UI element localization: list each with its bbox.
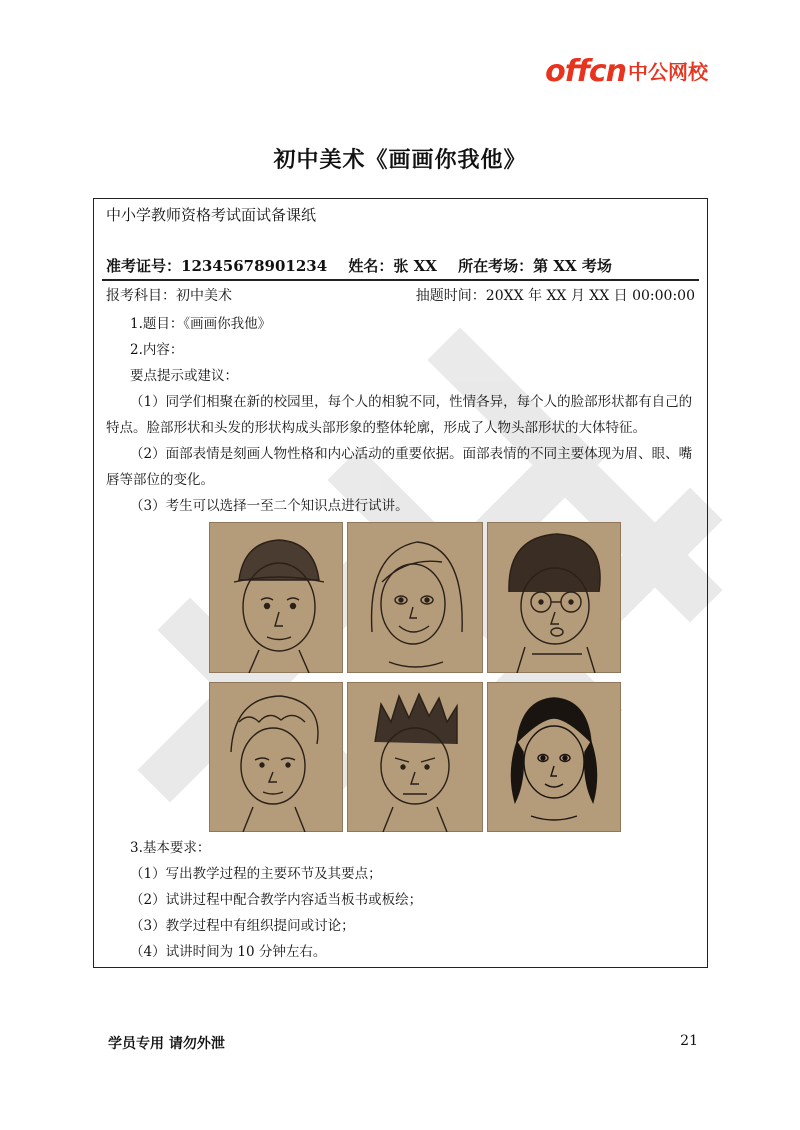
tips-label: 要点提示或建议：	[130, 368, 238, 384]
portrait-smiling-girl	[347, 522, 483, 673]
requirements-label: 3.基本要求：	[130, 840, 211, 856]
tip-item: （2）面部表情是刻画人物性格和内心活动的重要依据。面部表情的不同主要体现为眉、眼、嘴唇等部位的变化。	[106, 446, 693, 488]
candidate-site: 所在考场：第 XX 考场	[458, 257, 612, 275]
subject-row	[106, 285, 695, 305]
portrait-spiky-hair-boy	[347, 682, 483, 832]
divider-rule	[102, 279, 699, 281]
prep-paper-box	[93, 198, 708, 968]
requirement-item: （1）写出教学过程的主要环节及其要点；	[130, 866, 382, 882]
candidate-info	[106, 255, 628, 276]
offcn-logo	[545, 52, 708, 92]
tip-item: （1）同学们相聚在新的校园里，每个人的相貌不同，性情各异，每个人的脸部形状都有自己的特点。脸部形状和头发的形状构成头部形象的整体轮廓，形成了人物头部形状的大体特征。	[106, 394, 693, 436]
paper-body-upper	[106, 311, 695, 519]
boy-with-glasses-drawing	[487, 522, 621, 673]
candidate-id: 准考证号：12345678901234	[106, 257, 328, 275]
smiling-girl-drawing	[347, 522, 483, 673]
portrait-girl-with-pigtails	[487, 682, 621, 832]
portrait-boy-with-glasses	[487, 522, 621, 673]
logo-brand-text: offcn	[545, 54, 626, 89]
tip-item: （3）考生可以选择一至二个知识点进行试讲。	[130, 498, 409, 514]
paper-body-lower	[106, 835, 695, 965]
requirement-item: （4）试讲时间为 10 分钟左右。	[130, 944, 327, 960]
curly-hair-boy-drawing	[209, 682, 343, 832]
document-title: 初中美术《画画你我他》	[273, 147, 527, 173]
requirement-item: （3）教学过程中有组织提问或讨论；	[130, 918, 355, 934]
draw-time-text: 抽题时间：20XX 年 XX 月 XX 日 00:00:00	[415, 288, 695, 304]
content-label: 2.内容：	[130, 342, 184, 358]
girl-with-pigtails-drawing	[487, 682, 621, 832]
candidate-name: 姓名：张 XX	[348, 257, 437, 275]
page-number: 21	[680, 1033, 698, 1049]
spiky-hair-boy-drawing	[347, 682, 483, 832]
boy-with-cap-drawing	[209, 522, 343, 673]
requirement-item: （2）试讲过程中配合教学内容适当板书或板绘；	[130, 892, 423, 908]
logo-name-text: 中公网校	[628, 60, 708, 84]
topic-line: 1.题目：《画画你我他》	[130, 316, 272, 332]
footer-notice: 学员专用 请勿外泄	[108, 1036, 225, 1052]
portrait-boy-with-cap	[209, 522, 343, 673]
paper-heading: 中小学教师资格考试面试备课纸	[106, 206, 317, 224]
portrait-curly-hair-boy	[209, 682, 343, 832]
subject-text: 报考科目：初中美术	[106, 288, 232, 304]
portrait-grid	[209, 522, 621, 832]
